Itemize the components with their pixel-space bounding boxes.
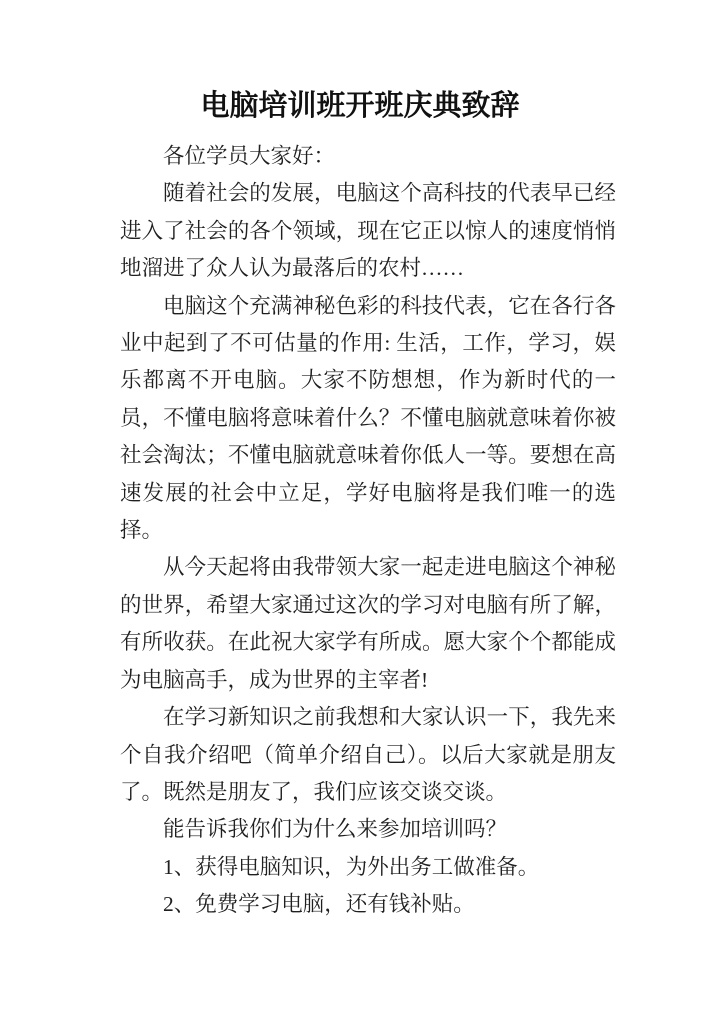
question-line: 能告诉我你们为什么来参加培训吗？ xyxy=(163,817,508,842)
list-item-1: 1、获得电脑知识，为外出务工做准备。 xyxy=(163,854,540,879)
document-title: 电脑培训班开班庆典致辞 xyxy=(200,88,520,122)
paragraph-introduction: 在学习新知识之前我想和大家认识一下，我先来个自我介绍吧（简单介绍自己）。以后大家就是朋友了。既然是朋友了，我们应该交谈交谈。 xyxy=(120,705,616,804)
greeting-line: 各位学员大家好： xyxy=(163,144,336,168)
list-item-2: 2、免费学习电脑，还有钱补贴。 xyxy=(163,892,475,917)
document-body xyxy=(120,138,616,924)
paragraph-development: 随着社会的发展，电脑这个高科技的代表早已经进入了社会的各个领域，现在它正以惊人的速度悄悄地溜进了众人认为最落后的农村…… xyxy=(120,181,616,281)
paragraph-wishes: 从今天起将由我带领大家一起走进电脑这个神秘的世界，希望大家通过这次的学习对电脑有所了解，有所收获。在此祝大家学有所成。愿大家个个都能成为电脑高手，成为世界的主宰者! xyxy=(120,555,616,692)
paragraph-importance: 电脑这个充满神秘色彩的科技代表，它在各行各业中起到了不可估量的作用: 生活，工作，学习，娱乐都离不开电脑。大家不防想想，作为新时代的一员，不懂电脑将意味着什么？不懂电脑就意味着你被社会淘汰；不懂电脑就意味着你低人一等。要想在高速发展的社会中立足，学好电脑将是我们唯一的选择。 xyxy=(120,293,616,543)
